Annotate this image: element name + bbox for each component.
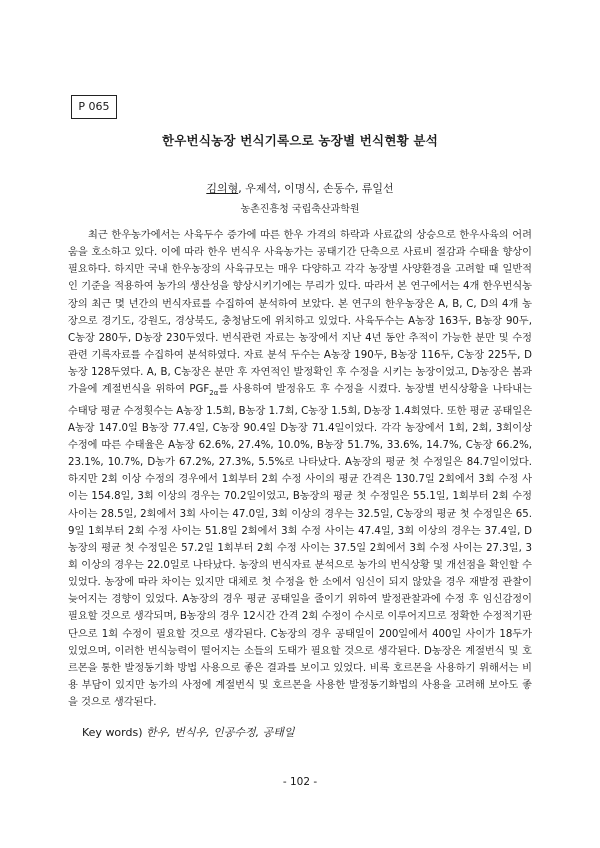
author-list (0, 180, 600, 196)
keywords-line (82, 724, 532, 740)
paper-title: 한우번식농장 번식기록으로 농장별 번식현황 분석 (162, 133, 438, 148)
abstract-body (68, 227, 532, 711)
affiliation: 농촌진흥청 국립축산과학원 (240, 204, 360, 215)
pgf-subscript: 2α (209, 389, 219, 398)
abstract-text-part2: 를 사용하여 발정유도 후 수정을 시켰다. 농장별 번식상황을 나타내는 수태당 평균 수정횟수는 A농장 1.5회, B농장 1.7회, C농장 1.5회, D농장 1.4회였다. 또한 평균 공태일은 A농장 147.0일 B농장 77.4일, C농장 90.4일 D농장 71.4일이었다. 각각 농장에서 1회, 2회, 3회이상 수정에 따른 수태율은 A농장 62.6%, 27.4%, 10.0%, B농장 51.7%, 33.6%, 14.7%, C농장 66.2%, 23.1%, 10.7%, D농가 67.2%, 27.3%, 5.5%로 나타났다. A농장의 평균 첫 수정일은 84.7일이었다. 하지만 2회 이상 수정의 경우에서 1회부터 2회 수정 사이의 평균 간격은 130.7일 2회에서 3회 수정 사이는 154.8일, 3회 이상의 경우는 70.2일이었고, B농장의 평균 첫 수정일은 55.1일, 1회부터 2회 수정 사이는 28.5일, 2회에서 3회 사이는 47.0일, 3회 이상의 경우는 32.5일, C농장의 평균 첫 수정일은 65.9일 1회부터 2회 수정 사이는 51.8일 2회에서 3회 수정 사이는 47.4일, 3회 이상의 경우는 37.4일, D농장의 평균 첫 수정일은 57.2일 1회부터 2회 수정 사이는 37.5일 2회에서 3회 수정 사이는 27.3일, 3회 이상의 경우는 22.0일로 나타났다. 농장의 번식자료 분석으로 농가의 번식상황 및 개선점을 확인할 수 있었다. 농장에 따라 차이는 있지만 대체로 첫 수정을 한 소에서 임신이 되지 않았을 경우 재발정 관찰이 늦어지는 경향이 있었다. A농장의 경우 평균 공태일을 줄이기 위하여 발정관찰과에 수정 후 임신감정이 필요할 것으로 생각되며, B농장의 경우 12시간 간격 2회 수정이 수시로 이루어지므로 정확한 수정적기판단으로 1회 수정이 필요할 것으로 생각된다. C농장의 경우 공태일이 200일에서 400일 사이가 18두가 있었으며, 이러한 번식능력이 떨어지는 소들의 도태가 필요할 것으로 생각된다. D농장은 계절번식 및 호르몬을 통한 발정동기화 방법 사용으로 좋은 결과를 보이고 있었다. 비록 호르몬을 사용하기 위해서는 비용 부담이 있지만 농가의 사정에 계절번식 및 호르몬을 사용한 발정동기화법의 사용을 고려해 보아도 좋을 것으로 생각된다. (68, 384, 532, 709)
paper-code-box: P 065 (71, 95, 117, 119)
keywords-list: 한우, 번식우, 인공수정, 공태일 (146, 726, 295, 739)
abstract-text-part1: 최근 한우농가에서는 사육두수 증가에 따른 한우 가격의 하락과 사료값의 상승으로 한우사육의 어려움을 호소하고 있다. 이에 따라 한우 번식우 사육농가는 공태기간 단축으로 사료비 절감과 수태율 향상이 필요하다. 하지만 국내 한우농장의 사육규모는 매우 다양하고 각각 농장별 사양환경을 고려할 때 일반적인 기준을 적용하여 농가의 생산성을 향상시키기에는 무리가 있다. 따라서 본 연구에서는 4개 한우번식농장의 최근 몇 년간의 번식자료를 수집하여 분석하여 보았다. 본 연구의 한우농장은 A, B, C, D의 4개 농장으로 경기도, 강원도, 경상북도, 충청남도에 위치하고 있었다. 사육두수는 A농장 163두, B농장 90두, C농장 280두, D농장 230두였다. 번식관련 자료는 농장에서 지난 4년 동안 추적이 가능한 분만 및 수정 관련 기록자료를 수집하여 분석하였다. 자료 분석 두수는 A농장 190두, B농장 116두, C농장 225두, D농장 128두였다. A, B, C농장은 분만 후 자연적인 발정확인 후 수정을 시키는 농장이었고, D농장은 봄과 가을에 계절번식을 위하여 PGF (68, 230, 532, 396)
page-number: - 102 - (282, 776, 318, 788)
co-authors: , 우제석, 이명식, 손동수, 류일선 (238, 182, 394, 195)
first-author: 김의형 (206, 182, 239, 195)
keywords-label: Key words) (82, 726, 143, 739)
